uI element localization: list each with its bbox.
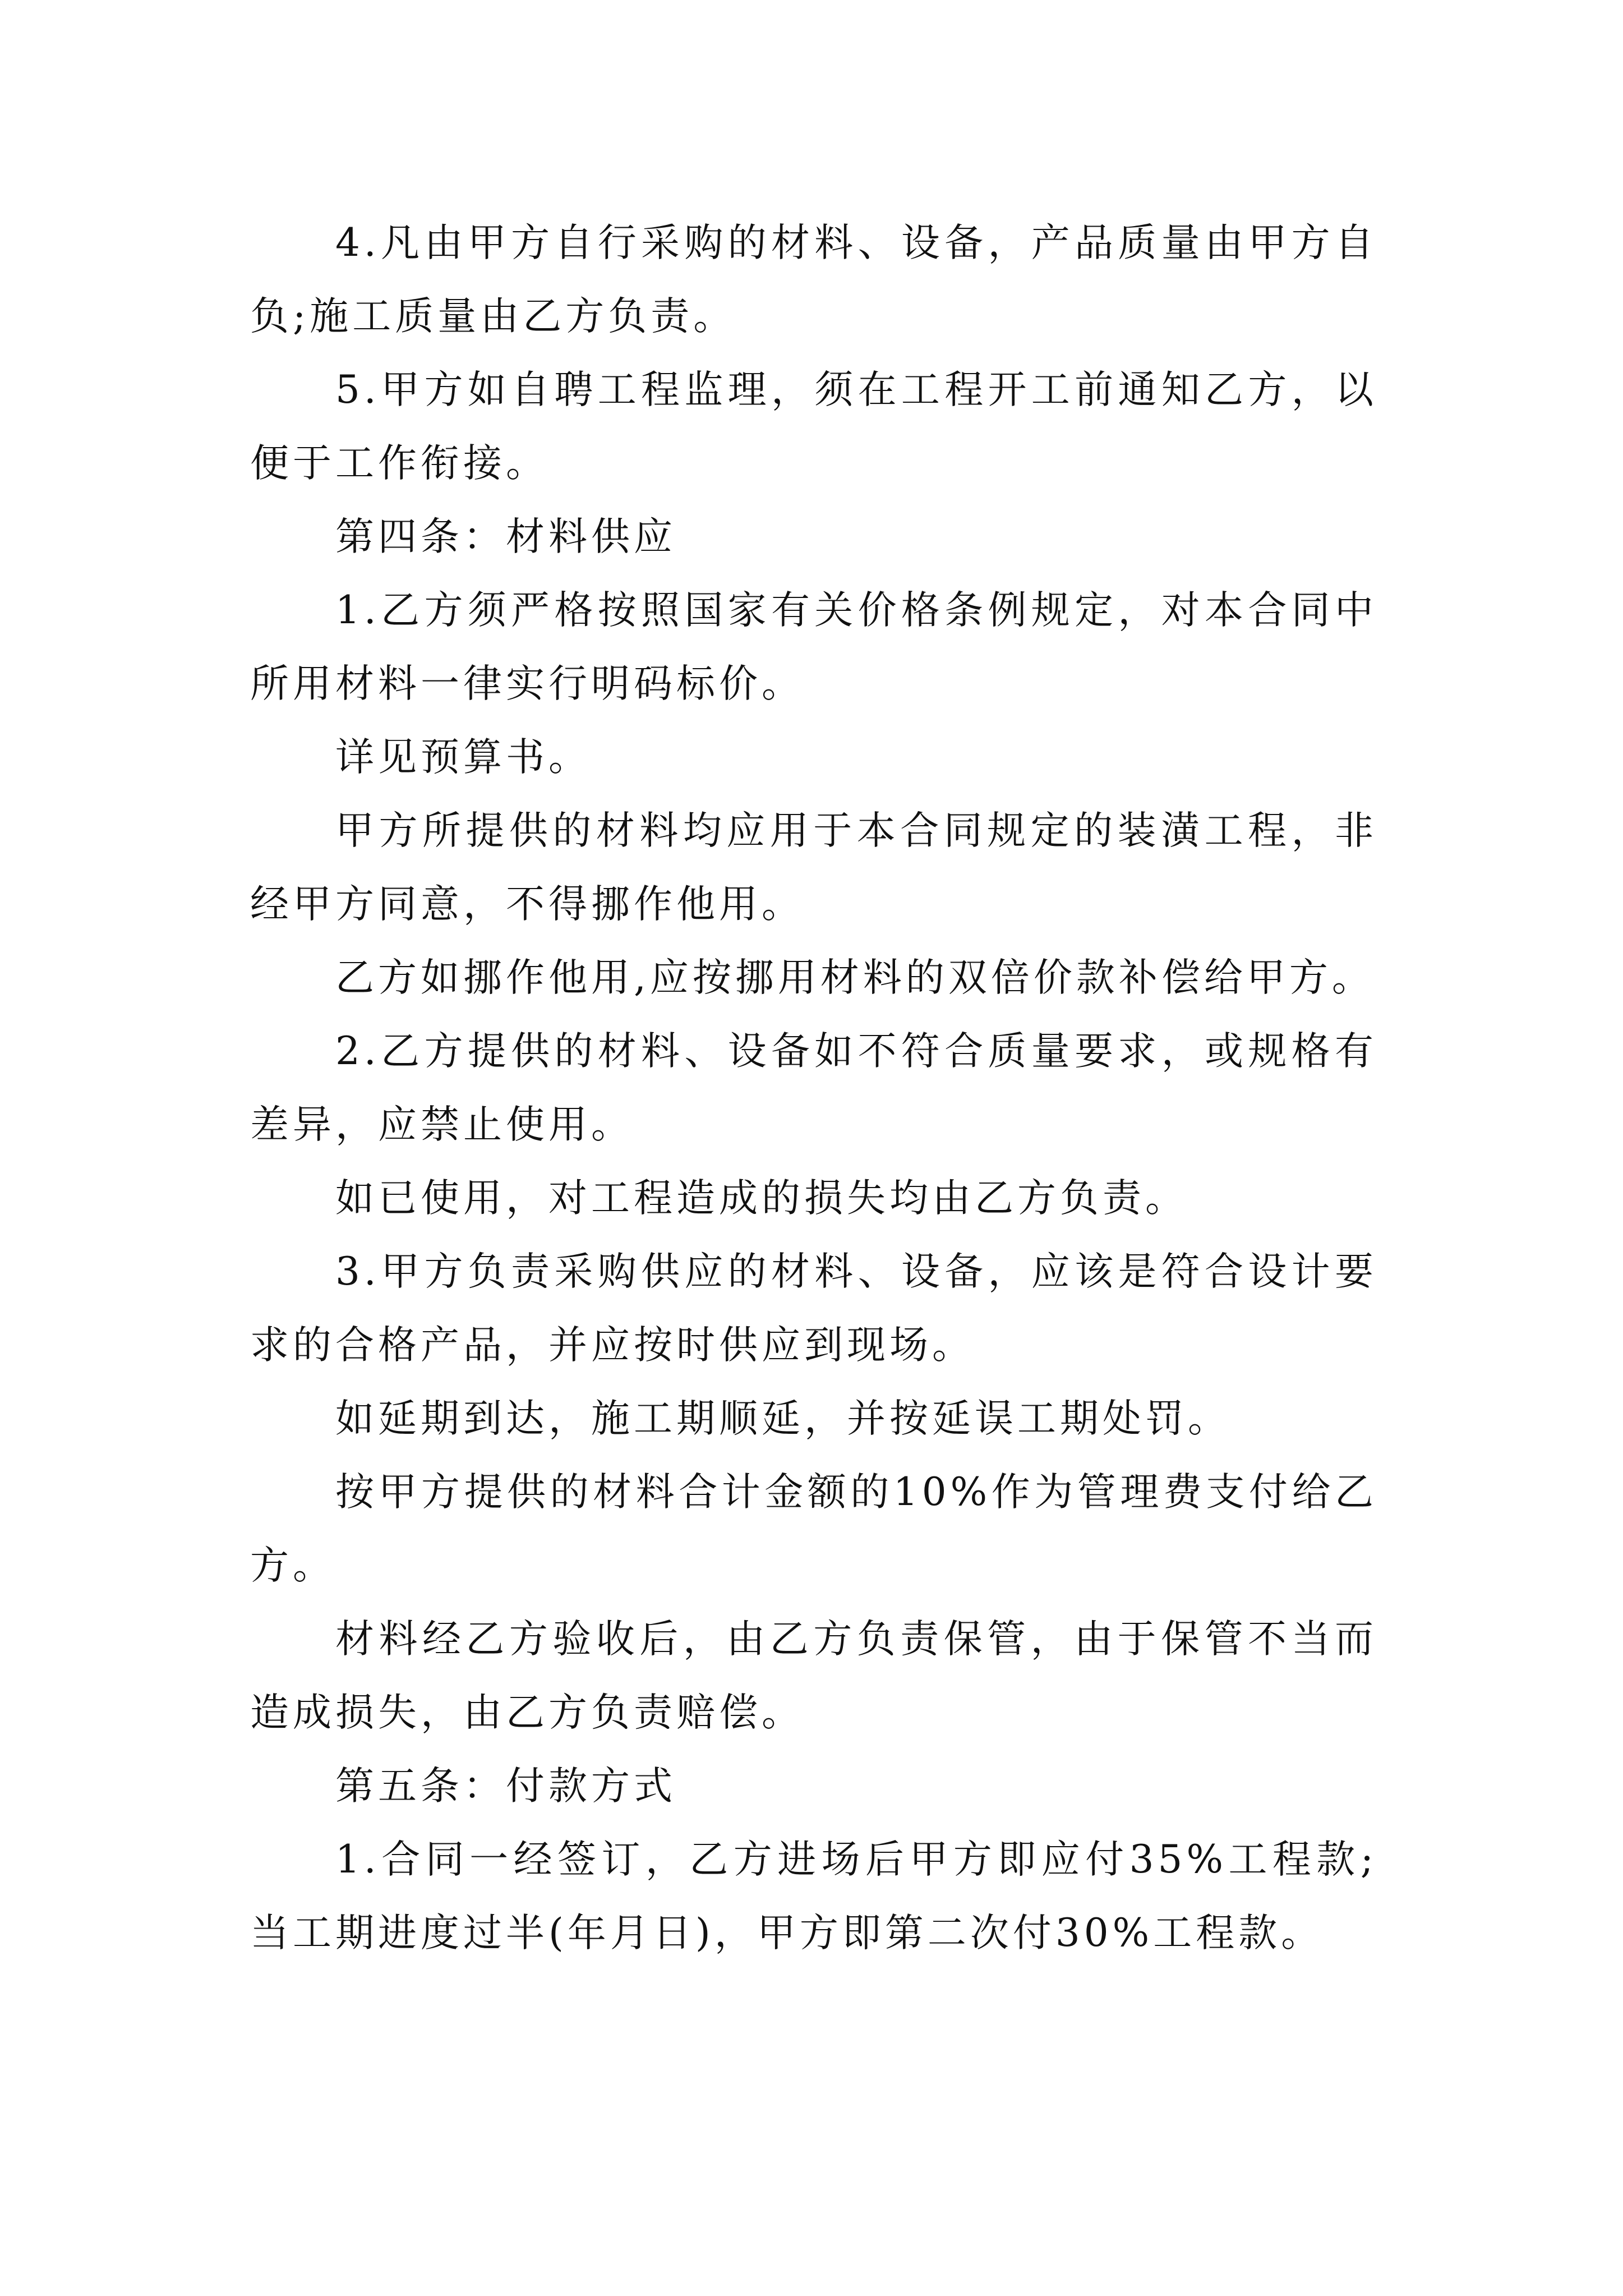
paragraph-payment-schedule: 1.合同一经签订，乙方进场后甲方即应付35%工程款;当工期进度过半(年月日)，甲方即第二次付30%工程款。 [250,1837,1377,1955]
paragraph-management-fee: 按甲方提供的材料合计金额的10%作为管理费支付给乙方。 [250,1470,1377,1588]
paragraph-delay-penalty: 如延期到达，施工期顺延，并按延误工期处罚。 [335,1396,1230,1441]
paragraph-item-4: 4.凡由甲方自行采购的材料、设备，产品质量由甲方自负;施工质量由乙方负责。 [250,220,1377,339]
paragraph-storage-responsibility: 材料经乙方验收后，由乙方负责保管，由于保管不当而造成损失，由乙方负责赔偿。 [250,1617,1377,1735]
paragraph-misuse-compensation: 乙方如挪作他用,应按挪用材料的双倍价款补偿给甲方。 [335,955,1375,1000]
paragraph-loss-responsibility: 如已使用，对工程造成的损失均由乙方负责。 [335,1176,1188,1221]
paragraph-see-budget: 详见预算书。 [335,735,591,780]
article-5-heading: 第五条：付款方式 [335,1764,676,1809]
paragraph-item-5: 5.甲方如自聘工程监理，须在工程开工前通知乙方，以便于工作衔接。 [250,367,1377,486]
document-body [250,206,1377,1970]
paragraph-quality-requirement: 2.乙方提供的材料、设备如不符合质量要求，或规格有差异，应禁止使用。 [250,1029,1377,1147]
article-4-heading: 第四条：材料供应 [335,514,676,559]
paragraph-material-pricing: 1.乙方须严格按照国家有关价格条例规定，对本合同中所用材料一律实行明码标价。 [250,588,1377,706]
paragraph-material-usage: 甲方所提供的材料均应用于本合同规定的装潢工程，非经甲方同意，不得挪作他用。 [250,808,1377,927]
paragraph-party-a-supply: 3.甲方负责采购供应的材料、设备，应该是符合设计要求的合格产品，并应按时供应到现场。 [250,1249,1377,1368]
